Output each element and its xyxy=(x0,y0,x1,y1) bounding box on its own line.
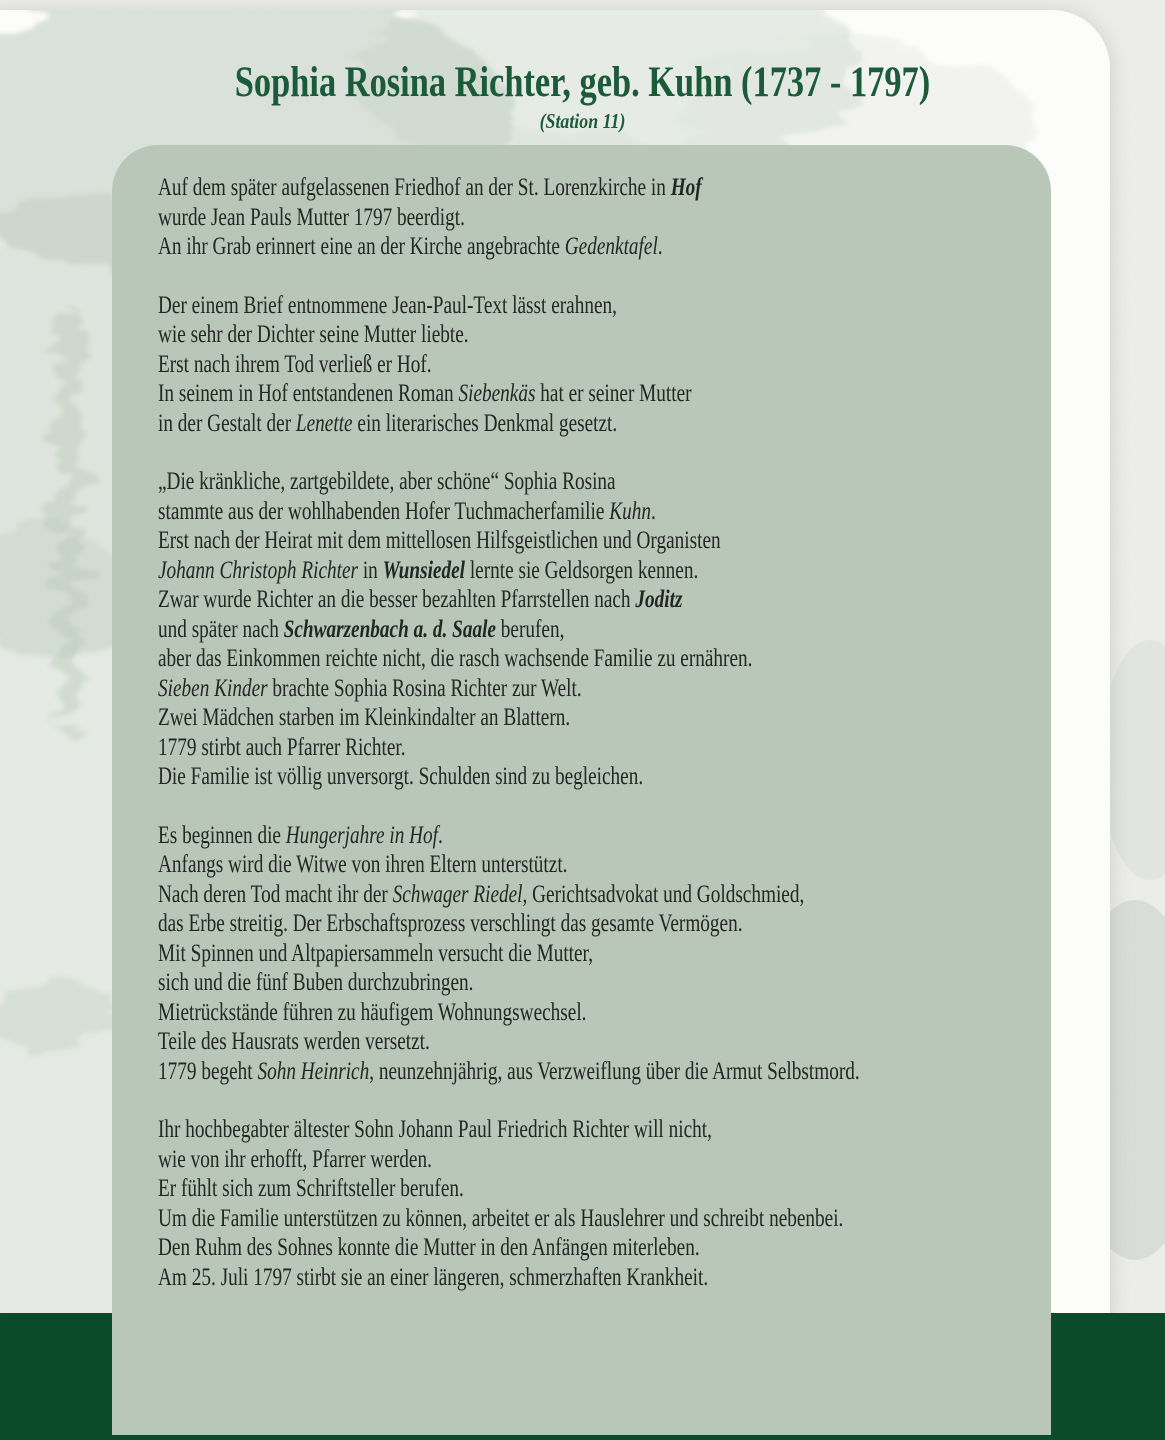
text-line: stammte aus der wohlhabenden Hofer Tuchmacherfamilie Kuhn. xyxy=(158,495,656,525)
text-line: In seinem in Hof entstandenen Roman Siebenkäs hat er seiner Mutter xyxy=(158,378,692,407)
text-line: wie von ihr erhofft, Pfarrer werden. xyxy=(158,1143,432,1173)
text-line: Mietrückstände führen zu häufigem Wohnungswechsel. xyxy=(158,996,587,1026)
text-line: Am 25. Juli 1797 stirbt sie an einer längeren, schmerzhaften Krankheit. xyxy=(158,1261,709,1291)
text-line: Erst nach der Heirat mit dem mittellosen Hilfsgeistlichen und Organisten xyxy=(158,525,721,554)
paragraph xyxy=(158,819,860,1086)
text-line: „Die kränkliche, zartgebildete, aber schöne“ Sophia Rosina xyxy=(158,466,616,495)
text-line: Es beginnen die Hungerjahre in Hof. xyxy=(158,819,443,849)
text-line: Die Familie ist völlig unversorgt. Schulden sind zu begleichen. xyxy=(158,761,644,790)
paragraph xyxy=(158,290,832,438)
page-title: Sophia Rosina Richter, geb. Kuhn (1737 - 1797) xyxy=(234,59,931,106)
header xyxy=(0,58,1110,134)
text-line: das Erbe streitig. Der Erbschaftsprozess verschlingt das gesamte Vermögen. xyxy=(158,908,743,937)
panel-bottom-strip xyxy=(112,1435,1051,1440)
paragraph xyxy=(158,466,832,791)
text-line: Zwei Mädchen starben im Kleinkindalter an Blattern. xyxy=(158,702,571,731)
text-line: Den Ruhm des Sohnes konnte die Mutter in den Anfängen miterleben. xyxy=(158,1232,700,1261)
page-subtitle: (Station 11) xyxy=(539,109,626,133)
text-line: wie sehr der Dichter seine Mutter liebte. xyxy=(158,319,469,348)
text-line: 1779 stirbt auch Pfarrer Richter. xyxy=(158,731,406,761)
text-line: An ihr Grab erinnert eine an der Kirche angebrachte Gedenktafel. xyxy=(158,231,663,260)
text-line: Teile des Hausrats werden versetzt. xyxy=(158,1026,430,1055)
text-line: Nach deren Tod macht ihr der Schwager Riedel, Gerichtsadvokat und Goldschmied, xyxy=(158,878,805,908)
text-line: Mit Spinnen und Altpapiersammeln versucht die Mutter, xyxy=(158,937,594,967)
text-line: Erst nach ihrem Tod verließ er Hof. xyxy=(158,348,432,378)
text-line: Zwar wurde Richter an die besser bezahlten Pfarrstellen nach Joditz xyxy=(158,584,683,613)
text-line: aber das Einkommen reichte nicht, die rasch wachsende Familie zu ernähren. xyxy=(158,643,753,672)
text-line: Johann Christoph Richter in Wunsiedel lernte sie Geldsorgen kennen. xyxy=(158,554,699,584)
text-line: Ihr hochbegabter ältester Sohn Johann Paul Friedrich Richter will nicht, xyxy=(158,1114,712,1143)
text-line: sich und die fünf Buben durchzubringen. xyxy=(158,967,474,996)
text-line: 1779 begeht Sohn Heinrich, neunzehnjährig, aus Verzweiflung über die Armut Selbstmord. xyxy=(158,1055,860,1085)
text-line: wurde Jean Pauls Mutter 1797 beerdigt. xyxy=(158,201,465,231)
text-line: Auf dem später aufgelassenen Friedhof an der St. Lorenzkirche in Hof xyxy=(158,172,702,201)
text-line: Anfangs wird die Witwe von ihren Eltern unterstützt. xyxy=(158,849,568,878)
text-line: Er fühlt sich zum Schriftsteller berufen. xyxy=(158,1173,464,1202)
paragraph xyxy=(158,1114,844,1291)
bottom-left-bar xyxy=(0,1313,112,1440)
paragraph xyxy=(158,172,832,261)
text-line: Der einem Brief entnommene Jean-Paul-Text lässt erahnen, xyxy=(158,289,617,319)
text-line: Sieben Kinder brachte Sophia Rosina Richter zur Welt. xyxy=(158,672,582,702)
panel-text xyxy=(158,172,860,1291)
text-line: und später nach Schwarzenbach a. d. Saale berufen, xyxy=(158,613,565,643)
content-panel xyxy=(112,145,1051,1440)
text-line: Um die Familie unterstützen zu können, arbeitet er als Hauslehrer und schreibt nebenbei. xyxy=(158,1202,844,1232)
bottom-right-bar xyxy=(1051,1313,1165,1440)
text-line: in der Gestalt der Lenette ein literarisches Denkmal gesetzt. xyxy=(158,407,618,437)
